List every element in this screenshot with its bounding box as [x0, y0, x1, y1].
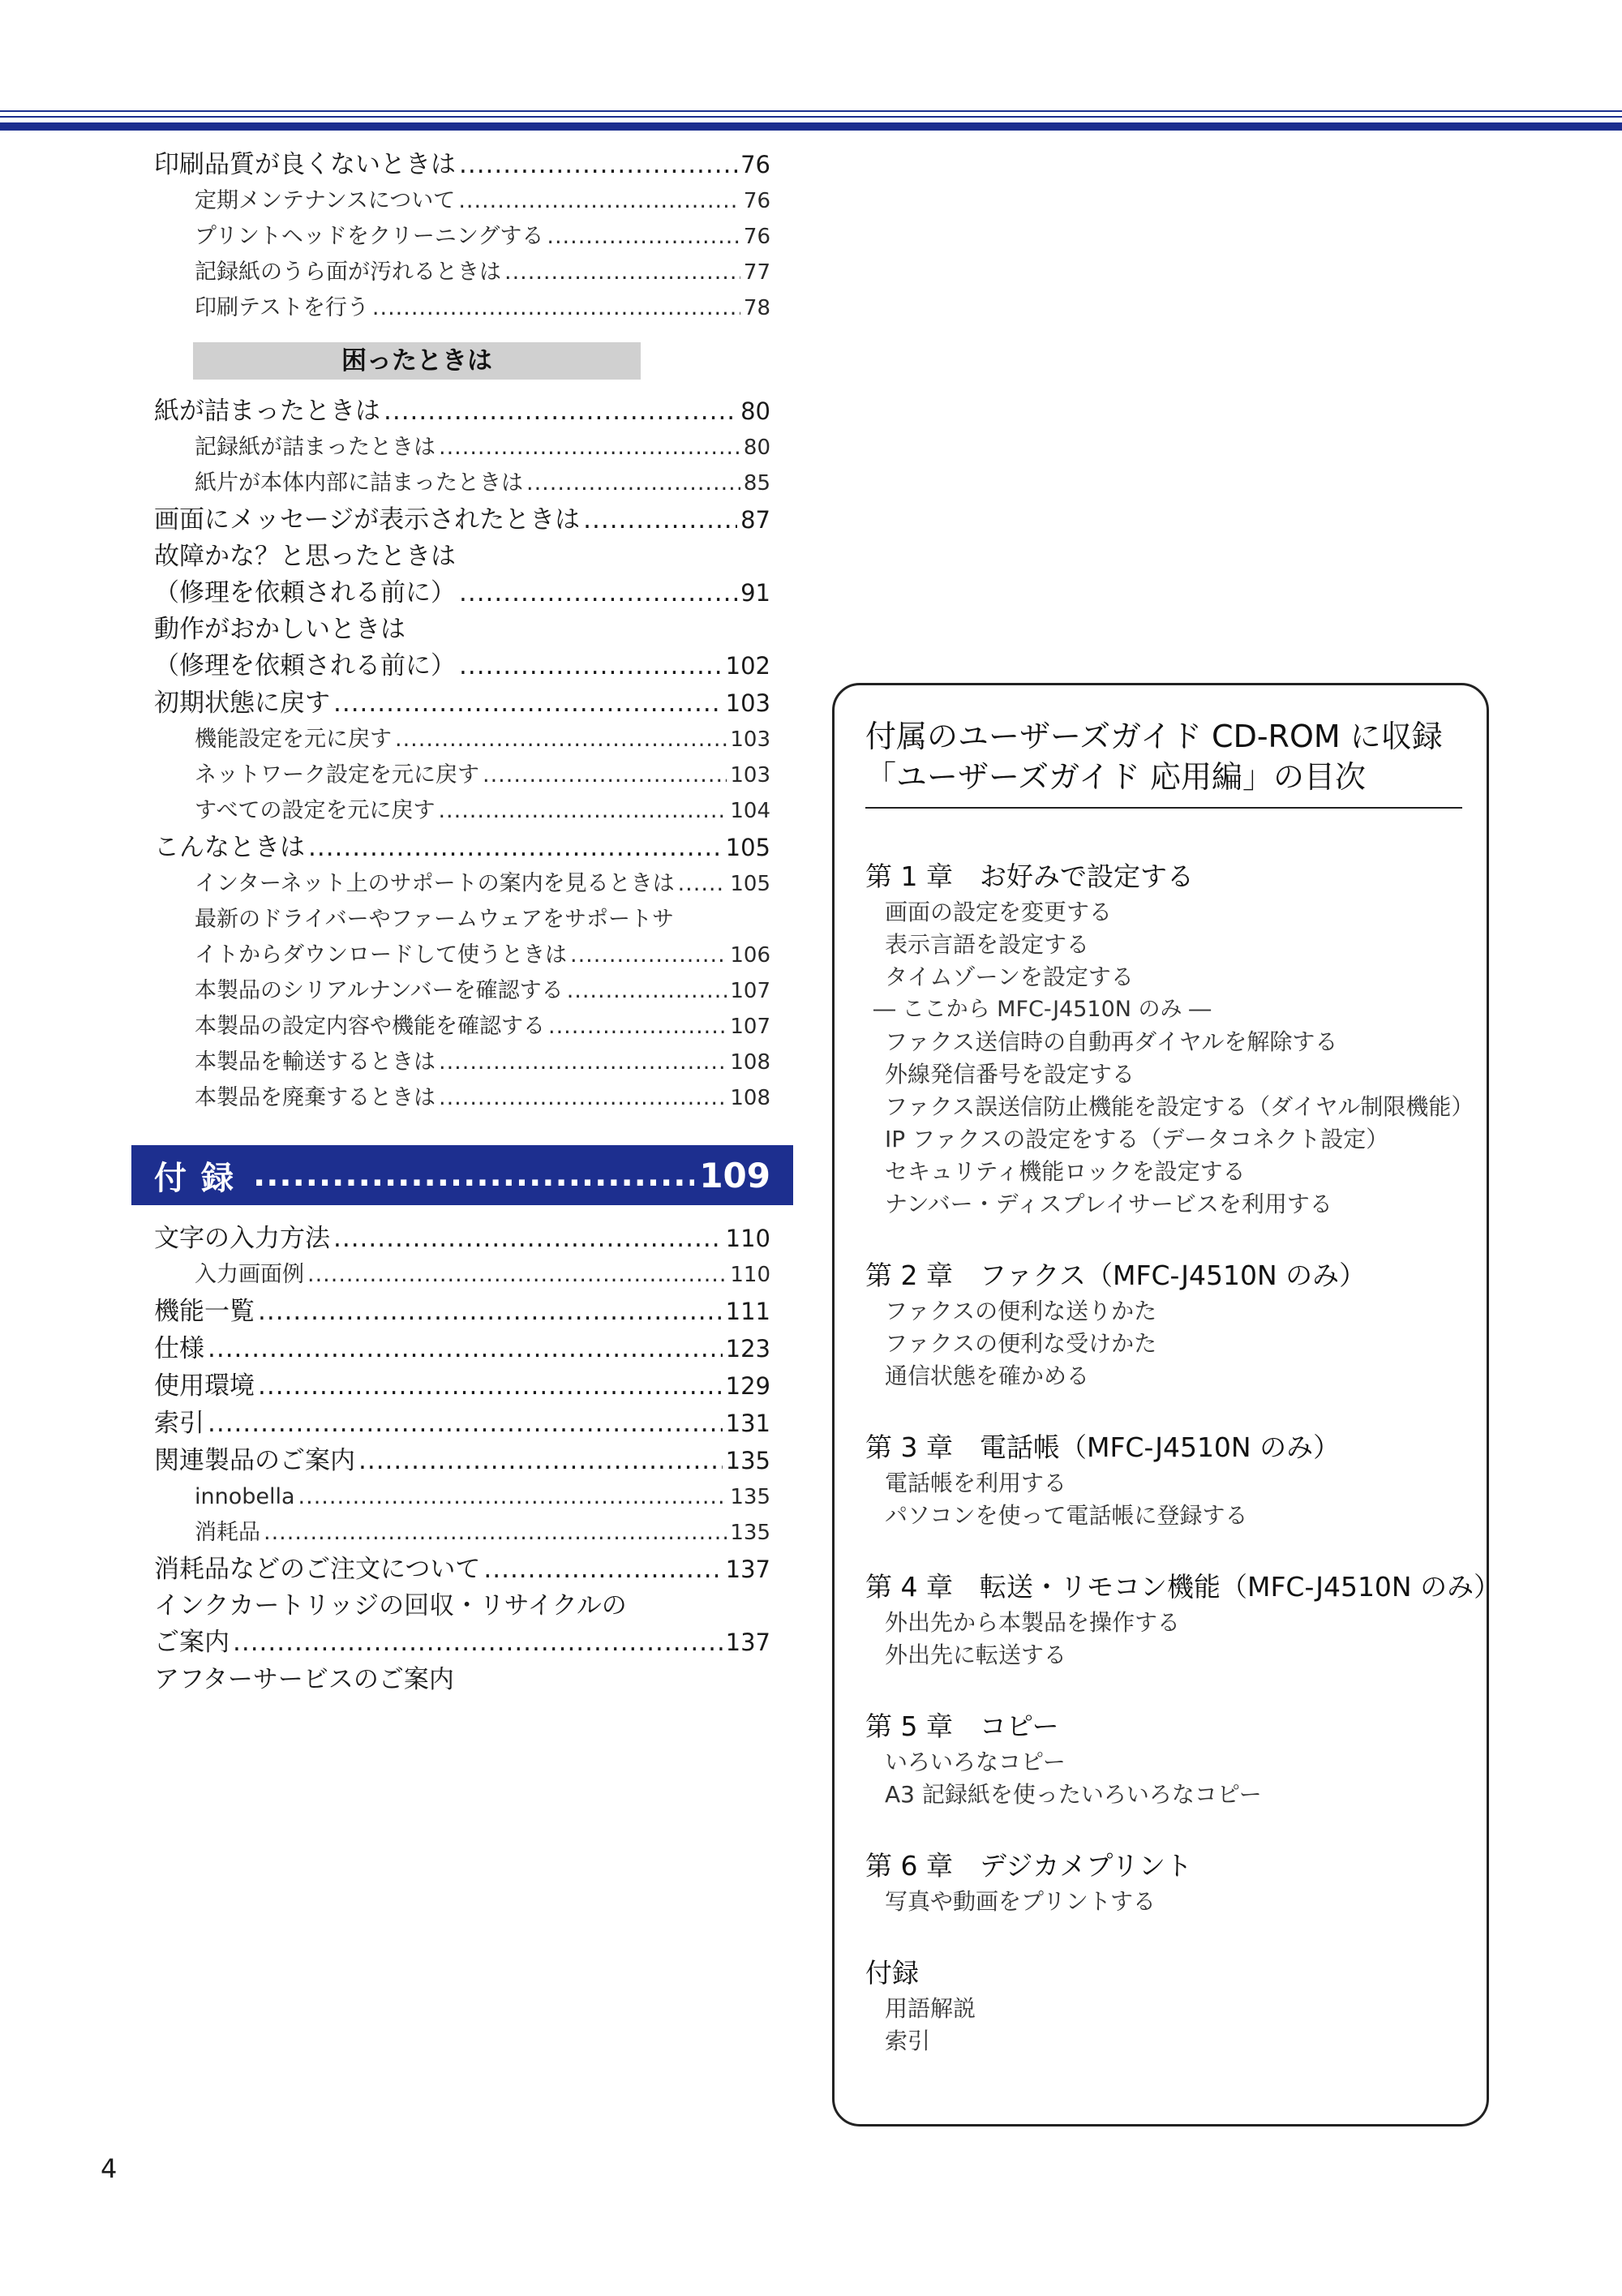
chapter-block [865, 1256, 1462, 1393]
chapter-list [865, 857, 1501, 2093]
dot-leader [458, 183, 740, 219]
toc-group-appendix [154, 1220, 770, 1698]
chapter-heading: 第 2 章 ファクス（MFC-J4510N のみ） [865, 1260, 1367, 1291]
toc-subentry[interactable] [154, 1080, 770, 1116]
toc-entry-page: 76 [743, 189, 770, 213]
toc-entry-title: （修理を依頼される前に） [154, 578, 456, 607]
toc-entry-page: 135 [730, 1521, 770, 1545]
dot-leader [384, 393, 737, 430]
toc-entry-title: 紙片が本体内部に詰まったときは [195, 470, 523, 496]
toc-entry-title: インターネット上のサポートの案内を見るときは [195, 871, 675, 896]
table-of-contents [154, 146, 770, 1698]
toc-entry-title: ご案内 [154, 1628, 230, 1657]
toc-entry-title: こんなときは [154, 833, 305, 862]
chapter-heading: 第 5 章 コピー [865, 1710, 1059, 1742]
chapter-item: 通信状態を確かめる [885, 1363, 1090, 1389]
dot-leader [459, 647, 723, 685]
toc-entry[interactable] [154, 146, 770, 183]
dot-leader [547, 219, 740, 255]
toc-entry-page: 108 [730, 1050, 770, 1075]
toc-entry-page: 111 [725, 1298, 770, 1325]
dot-leader [439, 1080, 727, 1116]
toc-entry-title: 文字の入力方法 [154, 1224, 330, 1253]
toc-entry[interactable] [154, 1220, 770, 1257]
dot-leader [395, 722, 727, 757]
toc-entry[interactable] [154, 1367, 770, 1405]
dot-leader [264, 1515, 727, 1551]
dot-leader [333, 1220, 723, 1257]
dot-leader [678, 866, 727, 902]
dot-leader [253, 1157, 694, 1194]
toc-subentry[interactable] [154, 973, 770, 1009]
chapter-block [865, 1568, 1501, 1672]
dot-leader [548, 1009, 727, 1045]
chapter-item: ファクス誤送信防止機能を設定する（ダイヤル制限機能） [885, 1093, 1474, 1120]
toc-entry-title: 本製品の設定内容や機能を確認する [195, 1014, 545, 1039]
dot-leader [504, 255, 740, 290]
chapter-block [865, 1847, 1462, 1918]
toc-subentry[interactable] [154, 722, 770, 757]
chapter-item: 外出先に転送する [885, 1642, 1067, 1668]
chapter-block [865, 1954, 1462, 2058]
toc-entry[interactable] [154, 1293, 770, 1330]
toc-entry[interactable] [154, 501, 770, 539]
toc-entry-page: 103 [725, 689, 770, 717]
toc-entry[interactable] [154, 1330, 770, 1367]
toc-subentry[interactable] [154, 1479, 770, 1515]
chapter-item: ファクス送信時の自動再ダイヤルを解除する [885, 1028, 1338, 1055]
toc-entry-title: 初期状態に戻す [154, 689, 330, 718]
cd-box-title [865, 716, 1462, 809]
toc-entry-page: 91 [740, 579, 770, 607]
chapter-item: 表示言語を設定する [885, 931, 1090, 958]
toc-subentry[interactable] [154, 1257, 770, 1293]
toc-entry-title: すべての設定を元に戻す [195, 798, 436, 823]
cd-box-title-line-1: 付属のユーザーズガイド CD-ROM に収録 [865, 719, 1443, 754]
toc-entry-title: 印刷テストを行う [195, 295, 369, 320]
toc-entry-title: 消耗品 [195, 1520, 260, 1545]
toc-entry[interactable] [154, 1661, 770, 1698]
dot-leader [258, 1367, 723, 1405]
toc-entry-title: 定期メンテナンスについて [195, 188, 456, 213]
toc-entry-page: 137 [725, 1556, 770, 1583]
dot-leader [372, 290, 740, 326]
toc-entry-title: イトからダウンロードして使うときは [195, 942, 567, 968]
toc-entry-page: 135 [730, 1485, 770, 1509]
toc-entry-page: 137 [725, 1629, 770, 1656]
toc-subentry[interactable] [154, 466, 770, 501]
toc-entry-title: 入力画面例 [195, 1262, 304, 1287]
dot-leader [308, 829, 723, 866]
dot-leader [208, 1330, 723, 1367]
chapter-item: IP ファクスの設定をする（データコネクト設定） [885, 1126, 1389, 1152]
header-rule-thin-2 [0, 116, 1622, 118]
toc-entry-page: 76 [743, 225, 770, 249]
toc-entry-page: 107 [730, 979, 770, 1003]
appendix-page: 109 [699, 1155, 770, 1195]
toc-entry-page: 105 [730, 872, 770, 896]
chapter-item: いろいろなコピー [885, 1749, 1066, 1775]
toc-subentry[interactable] [154, 255, 770, 290]
toc-entry-page: 129 [725, 1372, 770, 1400]
toc-entry[interactable] [154, 685, 770, 722]
toc-subentry[interactable] [154, 1045, 770, 1080]
chapter-heading: 第 3 章 電話帳（MFC-J4510N のみ） [865, 1431, 1341, 1463]
toc-entry-title: ネットワーク設定を元に戻す [195, 762, 479, 788]
section-title-troubleshooting: 困ったときは [193, 342, 641, 380]
header-rule-thick [0, 122, 1622, 131]
toc-entry-page: 110 [725, 1225, 770, 1252]
toc-entry-title: 関連製品のご案内 [154, 1446, 355, 1475]
toc-entry[interactable] [154, 647, 770, 685]
toc-entry[interactable] [154, 1624, 770, 1661]
toc-entry-title-line1: 最新のドライバーやファームウェアをサポートサ [195, 907, 675, 932]
toc-entry[interactable] [154, 393, 770, 430]
chapter-item: タイムゾーンを設定する [885, 963, 1134, 990]
dot-leader [483, 757, 727, 793]
chapter-item: ファクスの便利な受けかた [885, 1330, 1157, 1357]
header-rule-thin-1 [0, 110, 1622, 112]
chapter-item: 用語解説 [885, 1995, 976, 2022]
toc-entry-title: 機能一覧 [154, 1297, 255, 1326]
toc-subentry[interactable] [154, 183, 770, 219]
dot-leader [439, 1045, 727, 1080]
toc-subentry[interactable] [154, 757, 770, 793]
chapter-item: パソコンを使って電話帳に登録する [885, 1502, 1248, 1529]
toc-group-troubleshooting [154, 393, 770, 1116]
toc-entry-title: アフターサービスのご案内 [154, 1665, 454, 1694]
dot-leader [233, 1624, 723, 1661]
toc-entry-page: 105 [725, 834, 770, 861]
toc-entry-page: 80 [743, 436, 770, 460]
dot-leader [298, 1479, 727, 1515]
chapter-heading: 付録 [865, 1957, 919, 1989]
toc-entry-title: 紙が詰まったときは [154, 397, 380, 426]
toc-subentry[interactable] [154, 290, 770, 326]
cd-rom-contents-box [832, 683, 1501, 2126]
toc-entry[interactable] [154, 1551, 770, 1588]
toc-subentry[interactable] [154, 219, 770, 255]
toc-entry-title: 印刷品質が良くないときは [154, 150, 456, 179]
toc-entry[interactable] [154, 829, 770, 866]
chapter-block [865, 857, 1474, 1221]
toc-entry-title: 記録紙が詰まったときは [195, 435, 436, 460]
dot-leader [439, 430, 740, 466]
chapter-item: セキュリティ機能ロックを設定する [885, 1158, 1246, 1185]
chapter-heading: 第 4 章 転送・リモコン機能（MFC-J4510N のみ） [865, 1571, 1501, 1603]
toc-entry-page: 104 [730, 799, 770, 823]
appendix-heading-bar[interactable] [131, 1145, 793, 1205]
chapter-item: 写真や動画をプリントする [885, 1888, 1156, 1915]
chapter-heading: 第 1 章 お好みで設定する [865, 860, 1194, 892]
toc-entry[interactable] [154, 1405, 770, 1442]
toc-subentry[interactable] [154, 1009, 770, 1045]
toc-entry-title-line1: 故障かな？と思ったときは [154, 542, 456, 571]
dot-leader [459, 146, 737, 183]
toc-entry-page: 87 [740, 506, 770, 534]
toc-entry-title: 本製品を廃棄するときは [195, 1085, 436, 1110]
cd-box-title-line-2: 「ユーザーズガイド 応用編」の目次 [865, 759, 1367, 795]
toc-entry[interactable] [154, 574, 770, 612]
dot-leader [567, 973, 727, 1009]
dot-leader [358, 1442, 723, 1479]
dot-leader [333, 685, 723, 722]
chapter-block [865, 1707, 1462, 1811]
toc-entry-page: 103 [730, 727, 770, 752]
dot-leader [570, 938, 727, 973]
dot-leader [307, 1257, 727, 1293]
dot-leader [459, 574, 737, 612]
toc-entry-page: 110 [730, 1263, 770, 1287]
dot-leader [526, 466, 740, 501]
toc-entry-page: 103 [730, 763, 770, 788]
toc-entry-page: 107 [730, 1015, 770, 1039]
toc-entry-title: 本製品を輸送するときは [195, 1049, 436, 1075]
toc-entry-title: 消耗品などのご注文について [154, 1555, 481, 1584]
appendix-title: 付録 [154, 1159, 248, 1197]
toc-entry-page: 80 [740, 397, 770, 425]
toc-entry[interactable] [154, 1442, 770, 1479]
toc-entry-page: 131 [725, 1410, 770, 1437]
chapter-item: 外出先から本製品を操作する [885, 1609, 1181, 1636]
toc-entry-page: 123 [725, 1335, 770, 1363]
toc-entry-page: 77 [743, 260, 770, 285]
toc-entry-title: （修理を依頼される前に） [154, 651, 456, 680]
dot-leader [483, 1551, 722, 1588]
chapter-item: 電話帳を利用する [885, 1470, 1067, 1496]
toc-group-print-quality [154, 146, 770, 326]
toc-entry-title-line1: 動作がおかしいときは [154, 615, 406, 644]
toc-subentry[interactable] [154, 866, 770, 902]
toc-entry-title: 機能設定を元に戻す [195, 727, 392, 752]
toc-entry-page: 106 [730, 943, 770, 968]
toc-subentry[interactable] [154, 430, 770, 466]
dot-leader [438, 793, 727, 829]
chapter-item: A3 記録紙を使ったいろいろなコピー [885, 1781, 1262, 1808]
toc-entry-page: 135 [725, 1447, 770, 1474]
chapter-item: ナンバー・ディスプレイサービスを利用する [885, 1191, 1332, 1217]
toc-entry-page: 102 [725, 652, 770, 680]
toc-entry-title: 使用環境 [154, 1371, 255, 1401]
page-number: 4 [101, 2153, 118, 2184]
toc-entry-title: 仕様 [154, 1334, 204, 1363]
toc-entry-page: 108 [730, 1086, 770, 1110]
chapter-item: ファクスの便利な送りかた [885, 1298, 1157, 1324]
toc-subentry[interactable] [154, 938, 770, 973]
dot-leader [258, 1293, 723, 1330]
chapter-note: ― ここから MFC-J4510N のみ ― [873, 997, 1212, 1022]
toc-entry-page: 78 [743, 296, 770, 320]
toc-entry-title: 索引 [154, 1409, 204, 1438]
toc-subentry[interactable] [154, 793, 770, 829]
toc-entry-title: 画面にメッセージが表示されたときは [154, 505, 581, 534]
chapter-heading: 第 6 章 デジカメプリント [865, 1850, 1192, 1882]
toc-subentry[interactable] [154, 1515, 770, 1551]
toc-entry-page: 85 [743, 471, 770, 496]
chapter-item: 画面の設定を変更する [885, 899, 1113, 925]
toc-entry-title: プリントヘッドをクリーニングする [195, 224, 544, 249]
dot-leader [208, 1405, 723, 1442]
chapter-item: 外線発信番号を設定する [885, 1061, 1135, 1088]
chapter-item: 索引 [885, 2028, 931, 2054]
toc-entry-title: 記録紙のうら面が汚れるときは [195, 260, 501, 285]
toc-entry-title: innobella [195, 1484, 295, 1509]
toc-entry-title: 本製品のシリアルナンバーを確認する [195, 978, 564, 1003]
chapter-block [865, 1428, 1462, 1532]
toc-entry-page: 76 [740, 151, 770, 178]
dot-leader [583, 501, 737, 539]
toc-entry-title-line1: インクカートリッジの回収・リサイクルの [154, 1591, 627, 1620]
